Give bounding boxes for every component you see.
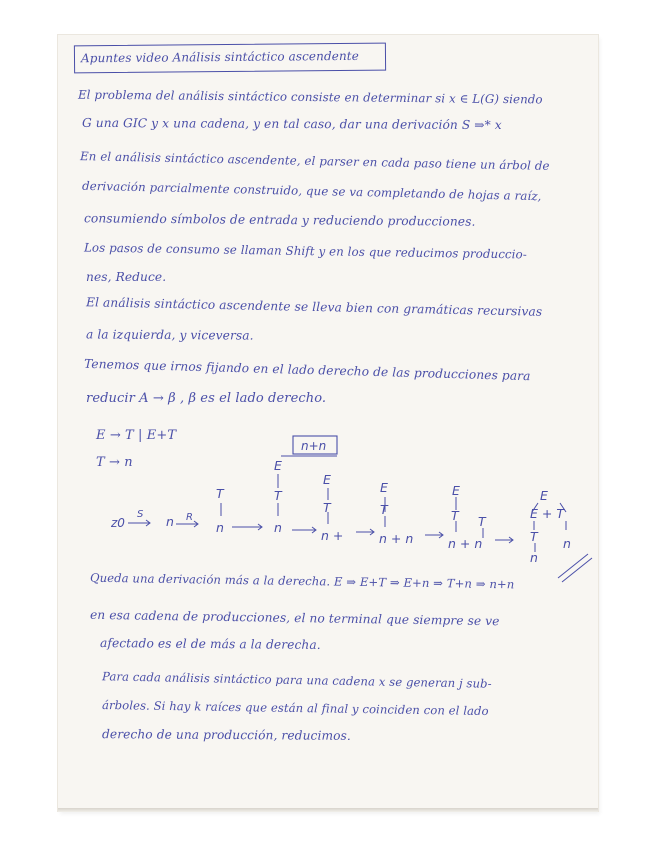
svg-text:n + n: n + n bbox=[448, 536, 483, 551]
svg-text:E + T: E + T bbox=[530, 506, 564, 521]
text-line: derecho de una producción, reducimos. bbox=[101, 727, 351, 743]
arrow bbox=[292, 527, 316, 533]
text-line: Tenemos que irnos fijando en el lado derecho de las producciones para bbox=[83, 356, 531, 384]
svg-text:n: n bbox=[530, 550, 538, 565]
arrow bbox=[356, 529, 374, 535]
text-line: Para cada análisis sintáctico para una cadena x se generan j sub- bbox=[101, 669, 492, 691]
diagram-box-label: n+n bbox=[301, 439, 327, 453]
text-line: G una GIC y x una cadena, y en tal caso, dar una derivación S ⇒* x bbox=[81, 115, 502, 133]
grammar-rule: E → T | E+T bbox=[96, 428, 177, 443]
text-line: en esa cadena de producciones, el no terminal que siempre se ve bbox=[89, 607, 500, 629]
svg-text:T: T bbox=[323, 500, 331, 515]
text-line: afectado es el de más a la derecha. bbox=[99, 636, 321, 652]
shift-label: S bbox=[137, 509, 144, 520]
svg-text:E: E bbox=[274, 458, 282, 473]
svg-text:E: E bbox=[540, 488, 548, 503]
svg-text:n: n bbox=[563, 536, 571, 551]
z0-label: z0 bbox=[111, 516, 125, 530]
double-slash bbox=[558, 554, 588, 578]
svg-text:n + n: n + n bbox=[379, 531, 414, 546]
text-line: El problema del análisis sintáctico consiste en determinar si x ∈ L(G) siendo bbox=[77, 87, 543, 107]
text-line: nes, Reduce. bbox=[86, 270, 167, 284]
text-line: árboles. Si hay k raíces que están al final y coinciden con el lado bbox=[101, 697, 489, 719]
arrow bbox=[495, 537, 513, 543]
text-line: Los pasos de consumo se llaman Shift y en los que reducimos produccio- bbox=[83, 240, 527, 262]
page-title: Apuntes video Análisis sintáctico ascendente bbox=[80, 48, 359, 66]
svg-text:T: T bbox=[274, 488, 282, 503]
text-line: derivación parcialmente construido, que se va completando de hojas a raíz, bbox=[81, 178, 542, 204]
arrow bbox=[232, 524, 262, 530]
arrow bbox=[128, 520, 150, 526]
svg-text:E: E bbox=[452, 483, 460, 498]
svg-text:E: E bbox=[323, 472, 331, 487]
svg-text:T: T bbox=[380, 502, 388, 517]
svg-text:T: T bbox=[216, 486, 224, 501]
svg-text:n +: n + bbox=[321, 528, 344, 543]
svg-text:n: n bbox=[274, 520, 282, 535]
text-line: consumiendo símbolos de entrada y reduciendo producciones. bbox=[83, 211, 476, 229]
grammar-rule: T → n bbox=[96, 455, 133, 470]
svg-text:T: T bbox=[478, 514, 486, 529]
text-line: En el análisis sintáctico ascendente, el parser en cada paso tiene un árbol de bbox=[79, 149, 550, 173]
text-line: Queda una derivación más a la derecha. E ⇒ E+T ⇒ E+n ⇒ T+n ⇒ n+n bbox=[89, 570, 515, 592]
reduce-label: R bbox=[186, 512, 193, 523]
svg-text:n: n bbox=[166, 514, 174, 529]
svg-text:E: E bbox=[380, 480, 388, 495]
arrow bbox=[425, 532, 443, 538]
text-line: reducir A → β , β es el lado derecho. bbox=[86, 391, 327, 406]
svg-text:n: n bbox=[216, 520, 224, 535]
text-line: El análisis sintáctico ascendente se lleva bien con gramáticas recursivas bbox=[85, 295, 543, 319]
svg-text:T: T bbox=[451, 508, 459, 523]
svg-text:T: T bbox=[530, 529, 538, 544]
text-line: a la izquierda, y viceversa. bbox=[85, 327, 254, 343]
